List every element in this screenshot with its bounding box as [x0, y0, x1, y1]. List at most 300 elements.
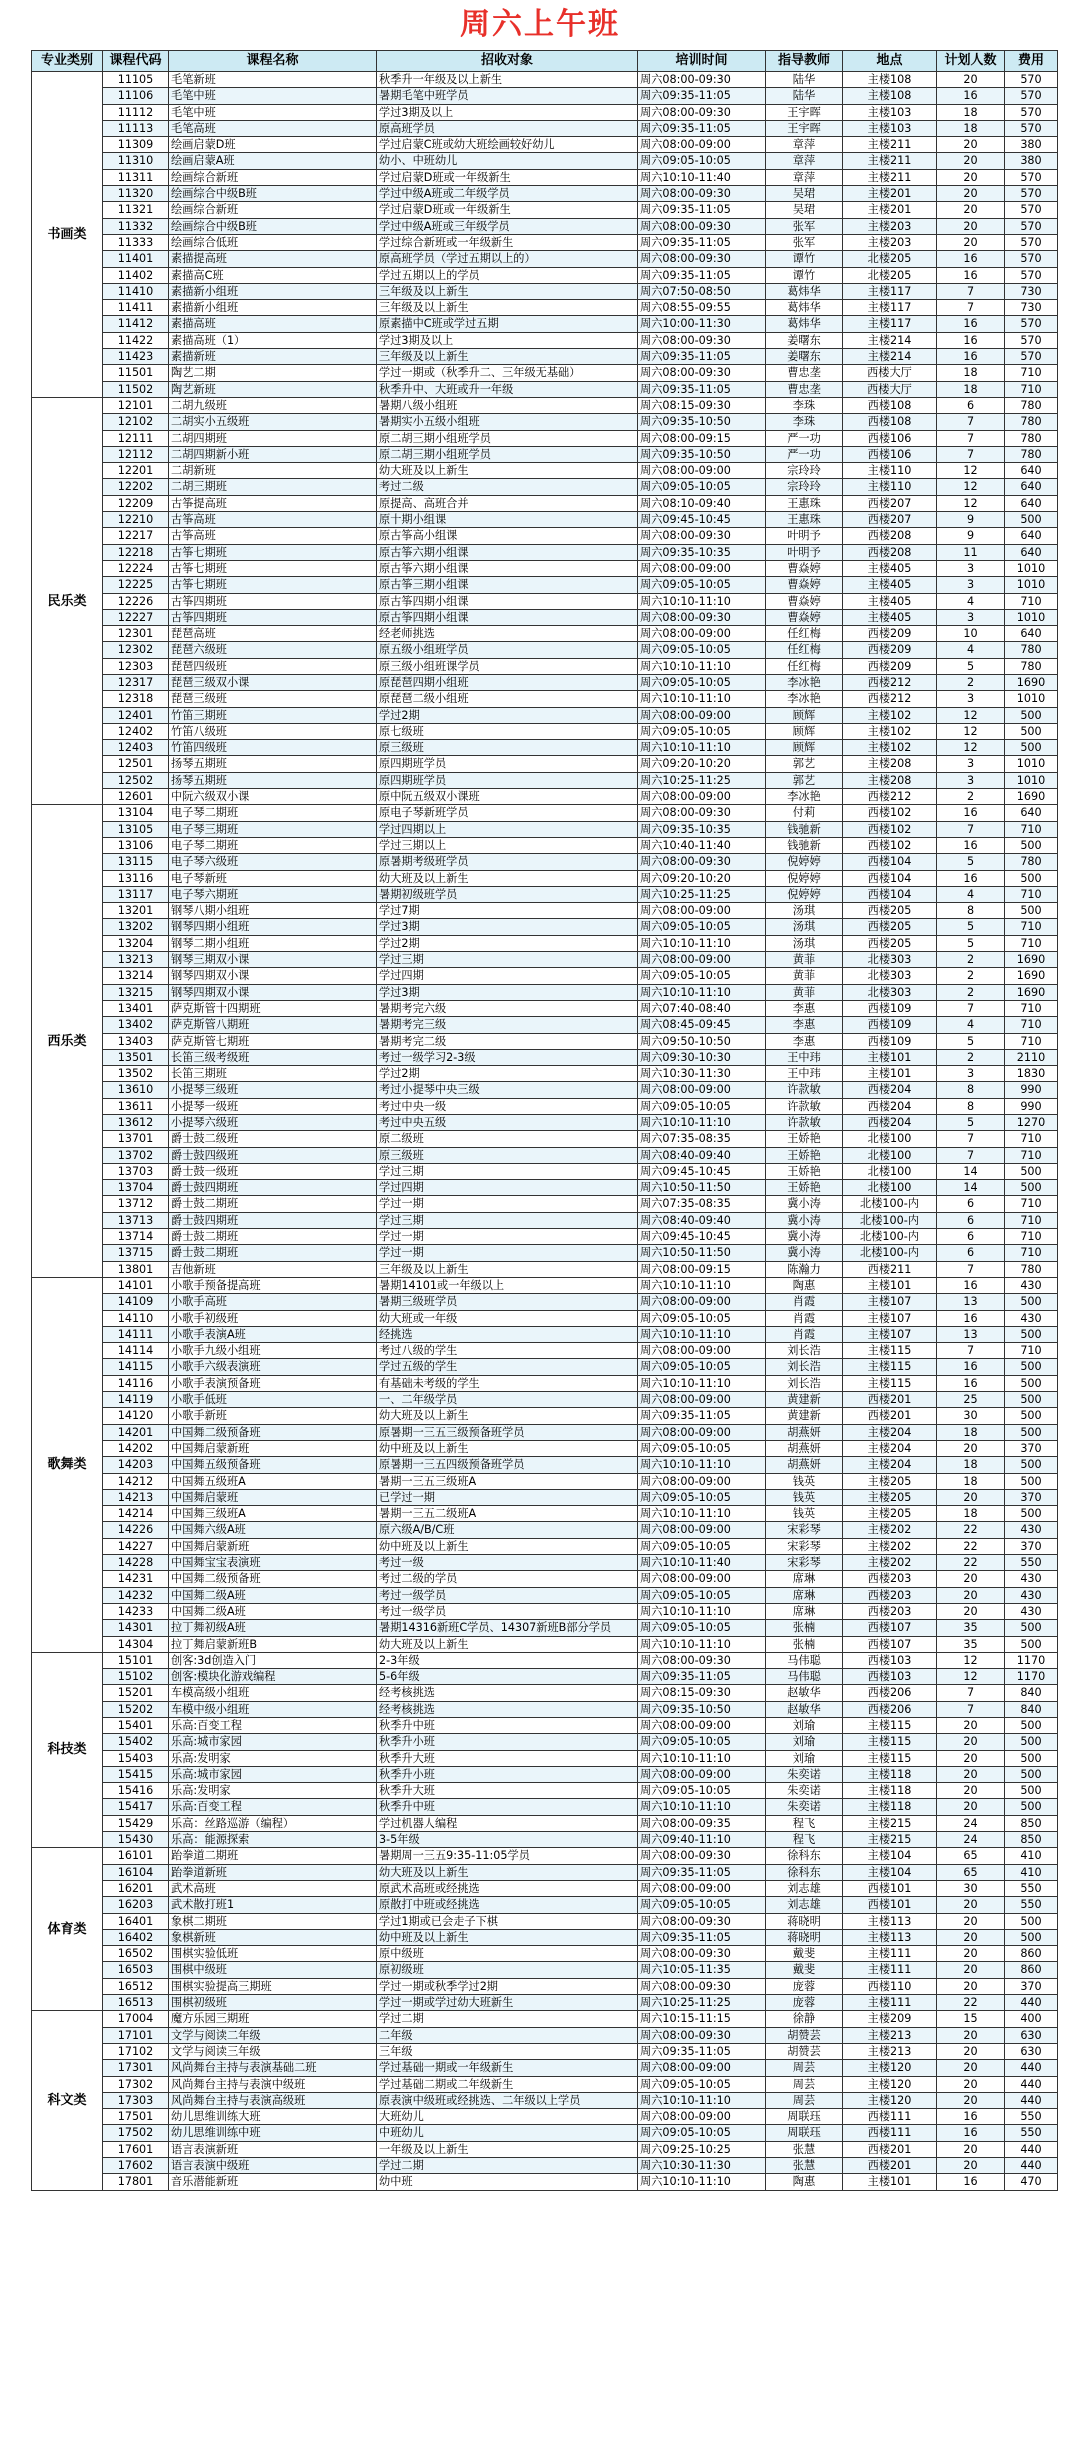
location-cell: 北楼100 [843, 1180, 937, 1196]
target-cell: 暑期周一三五9:35-11:05学员 [377, 1848, 638, 1864]
fee-cell: 1170 [1005, 1652, 1058, 1668]
teacher-cell: 王中玮 [766, 1049, 843, 1065]
plan-count-cell: 10 [937, 626, 1005, 642]
time-cell: 周六09:45-10:45 [638, 1229, 766, 1245]
target-cell: 幼中班及以上新生 [377, 1440, 638, 1456]
target-cell: 原中阮五级双小课班 [377, 789, 638, 805]
fee-cell: 850 [1005, 1832, 1058, 1848]
teacher-cell: 倪婷婷 [766, 854, 843, 870]
table-row [32, 1652, 1058, 1668]
fee-cell: 710 [1005, 821, 1058, 837]
course-name-cell: 钢琴四期小组班 [169, 919, 377, 935]
teacher-cell: 蒋晓明 [766, 1913, 843, 1929]
code-cell: 14116 [103, 1375, 169, 1391]
table-row [32, 2158, 1058, 2174]
table-row [32, 968, 1058, 984]
teacher-cell: 郭艺 [766, 756, 843, 772]
course-name-cell: 二胡四期班 [169, 430, 377, 446]
teacher-cell: 许款敏 [766, 1098, 843, 1114]
target-cell: 一、二年级学员 [377, 1392, 638, 1408]
course-name-cell: 竹笛八级班 [169, 723, 377, 739]
teacher-cell: 朱奕诺 [766, 1783, 843, 1799]
course-name-cell: 古筝七期班 [169, 544, 377, 560]
location-cell: 主楼205 [843, 1489, 937, 1505]
plan-count-cell: 20 [937, 1734, 1005, 1750]
fee-cell: 1690 [1005, 674, 1058, 690]
course-name-cell: 小歌手九级小组班 [169, 1343, 377, 1359]
location-cell: 西楼110 [843, 1978, 937, 1994]
teacher-cell: 刘瑜 [766, 1750, 843, 1766]
teacher-cell: 任红梅 [766, 626, 843, 642]
plan-count-cell: 20 [937, 2027, 1005, 2043]
target-cell: 学过3期 [377, 984, 638, 1000]
target-cell: 学过启蒙D班或一年级新生 [377, 169, 638, 185]
fee-cell: 780 [1005, 658, 1058, 674]
target-cell: 原十期小组课 [377, 512, 638, 528]
plan-count-cell: 3 [937, 609, 1005, 625]
target-cell: 学过五期以上的学员 [377, 267, 638, 283]
fee-cell: 550 [1005, 1555, 1058, 1571]
fee-cell: 990 [1005, 1098, 1058, 1114]
table-row [32, 560, 1058, 576]
fee-cell: 570 [1005, 234, 1058, 250]
teacher-cell: 钱英 [766, 1489, 843, 1505]
course-name-cell: 小提琴六级班 [169, 1115, 377, 1131]
teacher-cell: 刘瑜 [766, 1717, 843, 1733]
location-cell: 主楼204 [843, 1440, 937, 1456]
course-name-cell: 钢琴四期双小课 [169, 968, 377, 984]
code-cell: 17101 [103, 2027, 169, 2043]
plan-count-cell: 20 [937, 153, 1005, 169]
code-cell: 14115 [103, 1359, 169, 1375]
code-cell: 14301 [103, 1620, 169, 1636]
code-cell: 12111 [103, 430, 169, 446]
target-cell: 原高班学员 [377, 120, 638, 136]
table-row [32, 919, 1058, 935]
teacher-cell: 程飞 [766, 1832, 843, 1848]
plan-count-cell: 6 [937, 397, 1005, 413]
target-cell: 原三级班 [377, 1147, 638, 1163]
location-cell: 主楼108 [843, 88, 937, 104]
location-cell: 主楼211 [843, 153, 937, 169]
code-cell: 15417 [103, 1799, 169, 1815]
table-row [32, 1408, 1058, 1424]
plan-count-cell: 12 [937, 463, 1005, 479]
fee-cell: 500 [1005, 1913, 1058, 1929]
time-cell: 周六08:00-09:30 [638, 1848, 766, 1864]
teacher-cell: 章萍 [766, 153, 843, 169]
location-cell: 主楼102 [843, 707, 937, 723]
teacher-cell: 汤琪 [766, 919, 843, 935]
fee-cell: 550 [1005, 2109, 1058, 2125]
time-cell: 周六10:40-11:40 [638, 837, 766, 853]
target-cell: 学过一期 [377, 1229, 638, 1245]
target-cell: 学过四期 [377, 968, 638, 984]
plan-count-cell: 20 [937, 234, 1005, 250]
table-row [32, 1147, 1058, 1163]
fee-cell: 500 [1005, 1375, 1058, 1391]
location-cell: 主楼117 [843, 283, 937, 299]
table-row [32, 1163, 1058, 1179]
code-cell: 11105 [103, 72, 169, 88]
target-cell: 原素描中C班或学过五期 [377, 316, 638, 332]
plan-count-cell: 20 [937, 2141, 1005, 2157]
location-cell: 主楼214 [843, 349, 937, 365]
time-cell: 周六08:00-09:00 [638, 1473, 766, 1489]
table-row [32, 1082, 1058, 1098]
course-name-cell: 小歌手预备提高班 [169, 1277, 377, 1293]
code-cell: 13106 [103, 837, 169, 853]
fee-cell: 1010 [1005, 772, 1058, 788]
course-name-cell: 武术散打班1 [169, 1897, 377, 1913]
location-cell: 西楼203 [843, 1571, 937, 1587]
plan-count-cell: 2 [937, 984, 1005, 1000]
time-cell: 周六09:05-10:05 [638, 2076, 766, 2092]
table-row [32, 837, 1058, 853]
location-cell: 北楼205 [843, 251, 937, 267]
course-name-cell: 小歌手高班 [169, 1294, 377, 1310]
teacher-cell: 吴珺 [766, 202, 843, 218]
fee-cell: 640 [1005, 544, 1058, 560]
target-cell: 原武术高班或经挑选 [377, 1880, 638, 1896]
code-cell: 13612 [103, 1115, 169, 1131]
plan-count-cell: 25 [937, 1392, 1005, 1408]
fee-cell: 710 [1005, 1000, 1058, 1016]
target-cell: 幼大班或一年级 [377, 1310, 638, 1326]
course-name-cell: 乐高：丝路巡游（编程） [169, 1815, 377, 1831]
fee-cell: 1010 [1005, 609, 1058, 625]
fee-cell: 1690 [1005, 952, 1058, 968]
teacher-cell: 章萍 [766, 137, 843, 153]
location-cell: 主楼203 [843, 234, 937, 250]
table-row [32, 1995, 1058, 2011]
table-row [32, 1522, 1058, 1538]
teacher-cell: 钱英 [766, 1506, 843, 1522]
course-name-cell: 小提琴一级班 [169, 1098, 377, 1114]
fee-cell: 370 [1005, 1978, 1058, 1994]
code-cell: 15202 [103, 1701, 169, 1717]
target-cell: 暑期一三五三级班A [377, 1473, 638, 1489]
target-cell: 原散打中班或经挑选 [377, 1897, 638, 1913]
location-cell: 主楼115 [843, 1359, 937, 1375]
table-row [32, 789, 1058, 805]
location-cell: 主楼104 [843, 1848, 937, 1864]
code-cell: 17102 [103, 2043, 169, 2059]
code-cell: 11501 [103, 365, 169, 381]
table-row [32, 1864, 1058, 1880]
fee-cell: 410 [1005, 1848, 1058, 1864]
plan-count-cell: 65 [937, 1864, 1005, 1880]
table-row [32, 446, 1058, 462]
location-cell: 西楼204 [843, 1082, 937, 1098]
time-cell: 周六09:35-10:35 [638, 821, 766, 837]
fee-cell: 500 [1005, 1294, 1058, 1310]
target-cell: 考过八级的学生 [377, 1343, 638, 1359]
teacher-cell: 肖霞 [766, 1310, 843, 1326]
time-cell: 周六08:00-09:00 [638, 463, 766, 479]
code-cell: 16203 [103, 1897, 169, 1913]
fee-cell: 440 [1005, 2076, 1058, 2092]
course-name-cell: 小提琴三级班 [169, 1082, 377, 1098]
teacher-cell: 朱奕诺 [766, 1766, 843, 1782]
target-cell: 幼中班 [377, 2174, 638, 2190]
fee-cell: 570 [1005, 186, 1058, 202]
location-cell: 主楼215 [843, 1832, 937, 1848]
plan-count-cell: 18 [937, 1473, 1005, 1489]
code-cell: 15429 [103, 1815, 169, 1831]
table-row [32, 2174, 1058, 2190]
plan-count-cell: 16 [937, 2125, 1005, 2141]
location-cell: 西楼203 [843, 1603, 937, 1619]
code-cell: 14213 [103, 1489, 169, 1505]
teacher-cell: 陈瀚力 [766, 1261, 843, 1277]
fee-cell: 370 [1005, 1538, 1058, 1554]
target-cell: 学过2期 [377, 935, 638, 951]
time-cell: 周六08:00-09:30 [638, 104, 766, 120]
fee-cell: 570 [1005, 349, 1058, 365]
location-cell: 主楼202 [843, 1538, 937, 1554]
table-row [32, 1066, 1058, 1082]
fee-cell: 780 [1005, 430, 1058, 446]
course-name-cell: 素描新小组班 [169, 300, 377, 316]
plan-count-cell: 20 [937, 1489, 1005, 1505]
time-cell: 周六08:00-09:30 [638, 72, 766, 88]
time-cell: 周六08:00-09:00 [638, 1294, 766, 1310]
time-cell: 周六08:00-09:00 [638, 707, 766, 723]
teacher-cell: 王中玮 [766, 1066, 843, 1082]
teacher-cell: 张军 [766, 234, 843, 250]
plan-count-cell: 20 [937, 2043, 1005, 2059]
course-name-cell: 中国舞二级预备班 [169, 1571, 377, 1587]
location-cell: 西楼111 [843, 2125, 937, 2141]
code-cell: 13204 [103, 935, 169, 951]
plan-count-cell: 16 [937, 837, 1005, 853]
time-cell: 周六10:50-11:50 [638, 1180, 766, 1196]
table-row [32, 1766, 1058, 1782]
code-cell: 13713 [103, 1212, 169, 1228]
location-cell: 主楼107 [843, 1310, 937, 1326]
plan-count-cell: 7 [937, 1685, 1005, 1701]
time-cell: 周六09:05-10:05 [638, 723, 766, 739]
code-cell: 13701 [103, 1131, 169, 1147]
plan-count-cell: 12 [937, 1669, 1005, 1685]
table-row [32, 202, 1058, 218]
time-cell: 周六09:05-10:05 [638, 642, 766, 658]
table-row [32, 1783, 1058, 1799]
table-row [32, 821, 1058, 837]
location-cell: 西楼104 [843, 886, 937, 902]
fee-cell: 840 [1005, 1701, 1058, 1717]
teacher-cell: 曹焱婷 [766, 577, 843, 593]
table-row [32, 234, 1058, 250]
plan-count-cell: 20 [937, 1603, 1005, 1619]
fee-cell: 400 [1005, 2011, 1058, 2027]
code-cell: 12401 [103, 707, 169, 723]
fee-cell: 500 [1005, 707, 1058, 723]
fee-cell: 1830 [1005, 1066, 1058, 1082]
table-row [32, 2027, 1058, 2043]
code-cell: 13214 [103, 968, 169, 984]
time-cell: 周六09:35-11:05 [638, 1408, 766, 1424]
course-name-cell: 爵士鼓二期班 [169, 1229, 377, 1245]
course-name-cell: 爵士鼓二期班 [169, 1196, 377, 1212]
location-cell: 西楼203 [843, 1587, 937, 1603]
plan-count-cell: 20 [937, 2076, 1005, 2092]
code-cell: 17602 [103, 2158, 169, 2174]
location-cell: 西楼111 [843, 2109, 937, 2125]
fee-cell: 990 [1005, 1082, 1058, 1098]
target-cell: 原初级班 [377, 1962, 638, 1978]
table-row [32, 528, 1058, 544]
course-name-cell: 中国舞五级预备班 [169, 1457, 377, 1473]
table-row [32, 1555, 1058, 1571]
code-cell: 12317 [103, 674, 169, 690]
course-name-cell: 围棋中级班 [169, 1962, 377, 1978]
teacher-cell: 冀小涛 [766, 1196, 843, 1212]
target-cell: 中班幼儿 [377, 2125, 638, 2141]
target-cell: 学过7期 [377, 903, 638, 919]
time-cell: 周六08:45-09:45 [638, 1017, 766, 1033]
code-cell: 12501 [103, 756, 169, 772]
plan-count-cell: 12 [937, 495, 1005, 511]
table-row [32, 1440, 1058, 1456]
plan-count-cell: 16 [937, 332, 1005, 348]
course-name-cell: 素描新班 [169, 349, 377, 365]
course-name-cell: 小歌手初级班 [169, 1310, 377, 1326]
table-row [32, 740, 1058, 756]
time-cell: 周六10:10-11:10 [638, 2174, 766, 2190]
table-row [32, 1701, 1058, 1717]
fee-cell: 1690 [1005, 789, 1058, 805]
course-name-cell: 绘画综合新班 [169, 202, 377, 218]
time-cell: 周六10:10-11:10 [638, 691, 766, 707]
fee-cell: 500 [1005, 870, 1058, 886]
course-name-cell: 琵琶高班 [169, 626, 377, 642]
fee-cell: 1170 [1005, 1669, 1058, 1685]
plan-count-cell: 22 [937, 1555, 1005, 1571]
code-cell: 11411 [103, 300, 169, 316]
target-cell: 学过1期或已会走子下棋 [377, 1913, 638, 1929]
plan-count-cell: 6 [937, 1196, 1005, 1212]
target-cell: 秋季升中、大班或升一年级 [377, 381, 638, 397]
fee-cell: 780 [1005, 854, 1058, 870]
time-cell: 周六08:00-09:30 [638, 1978, 766, 1994]
table-row [32, 1000, 1058, 1016]
target-cell: 大班幼儿 [377, 2109, 638, 2125]
teacher-cell: 王娇艳 [766, 1147, 843, 1163]
location-cell: 主楼111 [843, 1962, 937, 1978]
fee-cell: 500 [1005, 1734, 1058, 1750]
course-name-cell: 钢琴二期小组班 [169, 935, 377, 951]
plan-count-cell: 18 [937, 1424, 1005, 1440]
code-cell: 13213 [103, 952, 169, 968]
location-cell: 主楼118 [843, 1783, 937, 1799]
teacher-cell: 黄建新 [766, 1408, 843, 1424]
time-cell: 周六10:00-11:30 [638, 316, 766, 332]
plan-count-cell: 20 [937, 2092, 1005, 2108]
teacher-cell: 刘瑜 [766, 1734, 843, 1750]
course-name-cell: 音乐潜能新班 [169, 2174, 377, 2190]
location-cell: 主楼201 [843, 186, 937, 202]
teacher-cell: 徐科东 [766, 1864, 843, 1880]
target-cell: 秋季升中班 [377, 1799, 638, 1815]
plan-count-cell: 16 [937, 316, 1005, 332]
plan-count-cell: 7 [937, 300, 1005, 316]
code-cell: 11106 [103, 88, 169, 104]
fee-cell: 500 [1005, 1408, 1058, 1424]
course-name-cell: 跆拳道二期班 [169, 1848, 377, 1864]
location-cell: 西楼207 [843, 512, 937, 528]
plan-count-cell: 16 [937, 2174, 1005, 2190]
fee-cell: 440 [1005, 2060, 1058, 2076]
category-cell: 科技类 [32, 1652, 103, 1848]
time-cell: 周六09:35-11:05 [638, 267, 766, 283]
plan-count-cell: 9 [937, 512, 1005, 528]
location-cell: 西楼108 [843, 414, 937, 430]
location-cell: 主楼209 [843, 2011, 937, 2027]
time-cell: 周六09:50-10:50 [638, 1033, 766, 1049]
code-cell: 14233 [103, 1603, 169, 1619]
fee-cell: 640 [1005, 626, 1058, 642]
location-cell: 主楼117 [843, 300, 937, 316]
teacher-cell: 宗玲玲 [766, 463, 843, 479]
time-cell: 周六10:25-11:25 [638, 886, 766, 902]
teacher-cell: 张楠 [766, 1620, 843, 1636]
course-name-cell: 琵琶三级班 [169, 691, 377, 707]
code-cell: 13611 [103, 1098, 169, 1114]
plan-count-cell: 16 [937, 1277, 1005, 1293]
table-row [32, 1392, 1058, 1408]
table-row [32, 349, 1058, 365]
course-name-cell: 素描高班 [169, 316, 377, 332]
teacher-cell: 刘长浩 [766, 1359, 843, 1375]
course-name-cell: 电子琴三期班 [169, 821, 377, 837]
plan-count-cell: 3 [937, 691, 1005, 707]
course-name-cell: 乐高：能源探索 [169, 1832, 377, 1848]
fee-cell: 550 [1005, 1897, 1058, 1913]
time-cell: 周六10:10-11:10 [638, 1375, 766, 1391]
teacher-cell: 严一功 [766, 446, 843, 462]
time-cell: 周六10:10-11:10 [638, 1636, 766, 1652]
target-cell: 学过综合新班或一年级新生 [377, 234, 638, 250]
table-row [32, 935, 1058, 951]
fee-cell: 500 [1005, 1620, 1058, 1636]
plan-count-cell: 20 [937, 72, 1005, 88]
plan-count-cell: 16 [937, 267, 1005, 283]
time-cell: 周六08:00-09:00 [638, 2109, 766, 2125]
code-cell: 12301 [103, 626, 169, 642]
table-row [32, 316, 1058, 332]
course-name-cell: 陶艺新班 [169, 381, 377, 397]
fee-cell: 630 [1005, 2043, 1058, 2059]
fee-cell: 570 [1005, 267, 1058, 283]
target-cell: 原二胡三期小组班学员 [377, 430, 638, 446]
plan-count-cell: 18 [937, 104, 1005, 120]
time-cell: 周六09:45-10:45 [638, 512, 766, 528]
header-course-name: 课程名称 [169, 51, 377, 72]
teacher-cell: 任红梅 [766, 642, 843, 658]
location-cell: 主楼115 [843, 1750, 937, 1766]
code-cell: 14114 [103, 1343, 169, 1359]
course-name-cell: 象棋新班 [169, 1929, 377, 1945]
time-cell: 周六09:35-11:05 [638, 120, 766, 136]
time-cell: 周六09:05-10:05 [638, 1538, 766, 1554]
target-cell: 原古筝四期小组课 [377, 593, 638, 609]
teacher-cell: 赵敏华 [766, 1701, 843, 1717]
course-name-cell: 小歌手表演预备班 [169, 1375, 377, 1391]
code-cell: 15415 [103, 1766, 169, 1782]
teacher-cell: 周芸 [766, 2060, 843, 2076]
